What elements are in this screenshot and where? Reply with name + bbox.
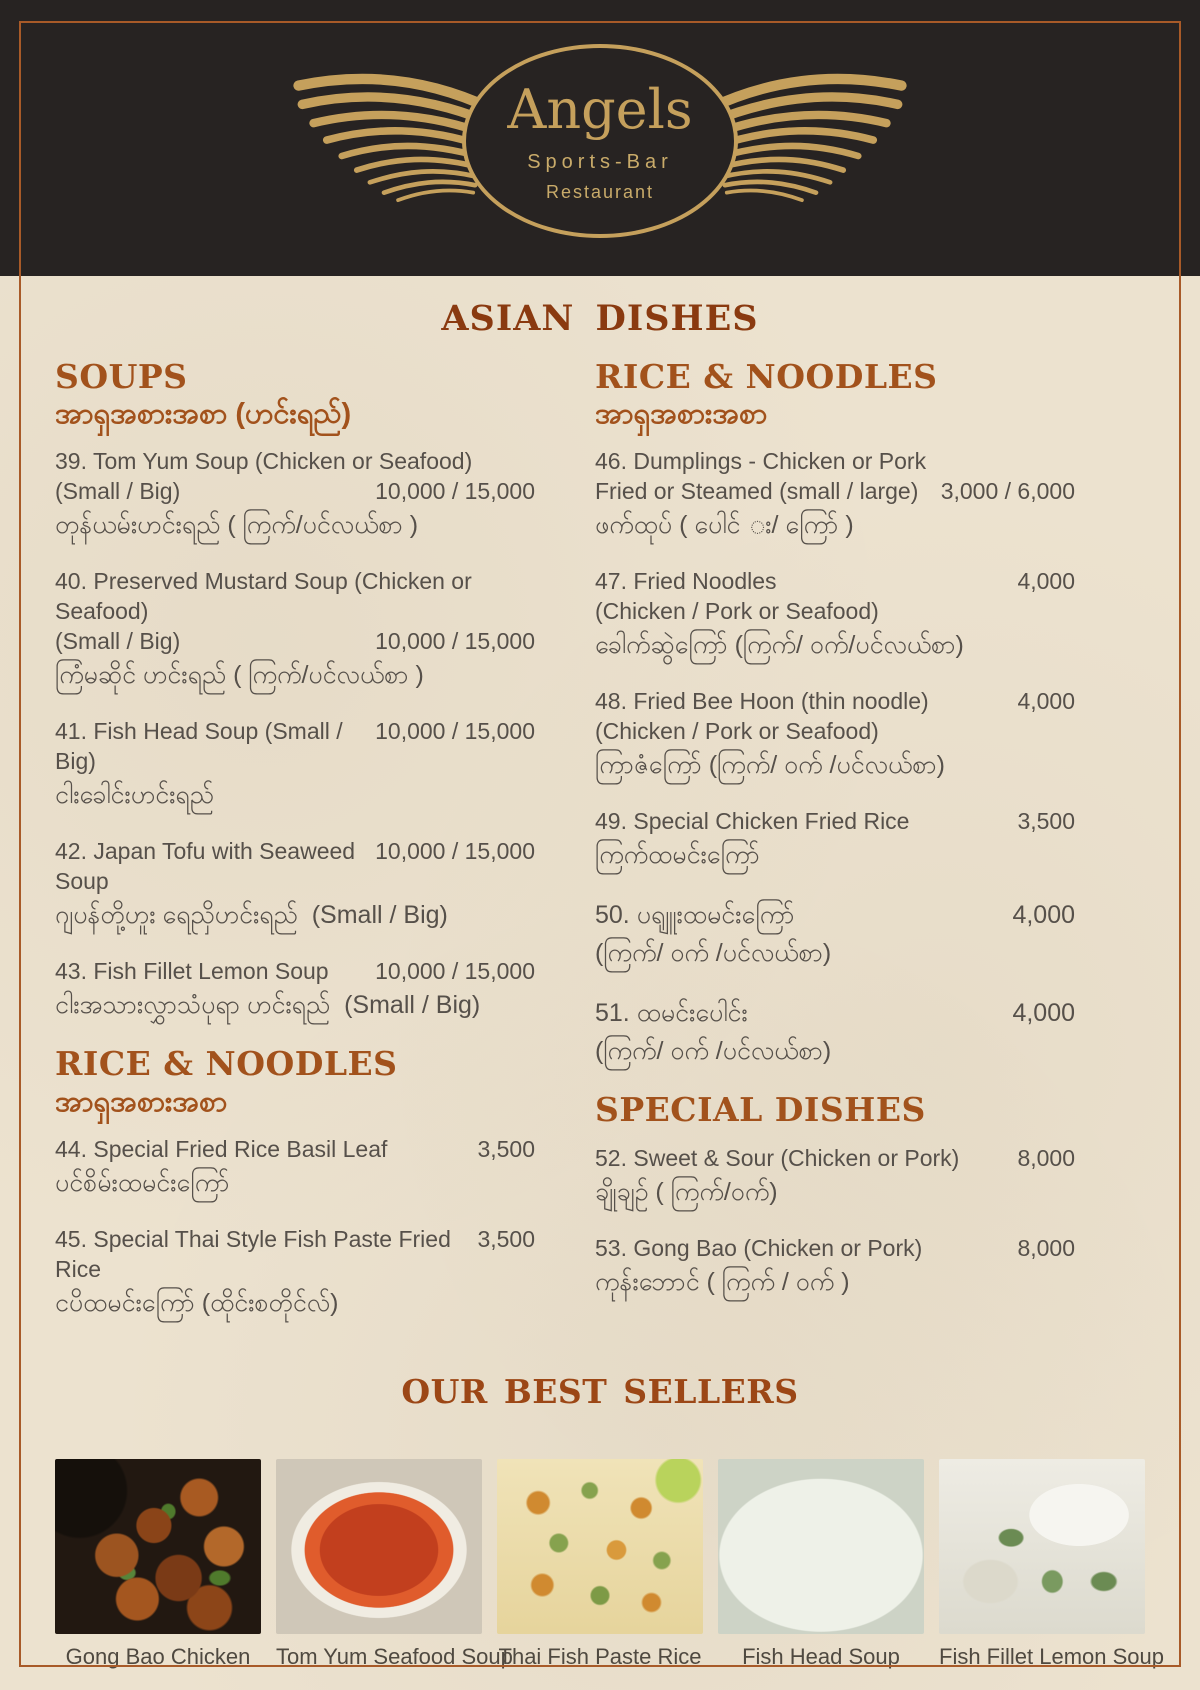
photo-caption: Tom Yum Seafood Soup (276, 1643, 513, 1669)
item-row (595, 1233, 1075, 1263)
left-wing-icon (276, 70, 492, 212)
item-price: 4,000 (1012, 999, 1075, 1028)
item-text: 45. Special Thai Style Fish Paste Fried Rice (55, 1225, 458, 1282)
item-row (595, 626, 1075, 664)
menu-item (55, 956, 535, 1024)
item-text: တုန်ယမ်းဟင်းရည် ( ကြက်/ပင်လယ်စာ ) (55, 511, 419, 540)
item-row (55, 956, 535, 986)
bestseller-item (939, 1459, 1164, 1670)
menu-item (55, 716, 535, 814)
item-row (595, 566, 1075, 596)
item-row (595, 686, 1075, 716)
bestseller-photo-fish-fillet-lemon-soup (939, 1459, 1145, 1634)
item-row (55, 1284, 535, 1322)
item-text: (ကြက်/ ဝက် /ပင်လယ်စာ) (595, 939, 832, 968)
menu-column-left (55, 359, 535, 1344)
photo-caption: Gong Bao Chicken (65, 1643, 251, 1669)
item-text: ငါးခေါင်းဟင်းရည် (55, 781, 214, 810)
item-price: 3,500 (1017, 808, 1075, 835)
item-text: 44. Special Fried Rice Basil Leaf (55, 1135, 388, 1162)
item-row (55, 566, 535, 626)
item-text: 41. Fish Head Soup (Small / Big) (55, 718, 350, 775)
item-text: ကြာဇံကြော် (ကြက်/ ဝက် /ပင်လယ်စာ) (595, 751, 945, 780)
item-text: 49. Special Chicken Fried Rice (595, 808, 910, 835)
item-row (55, 896, 535, 934)
item-price: 4,000 (1017, 568, 1075, 595)
menu-item (595, 1233, 1075, 1301)
menu-item (595, 446, 1075, 544)
item-row (55, 1134, 535, 1164)
section-subheading-burmese: အာရှအစားအစာ (ဟင်းရည်) (55, 398, 352, 431)
menu-section (595, 359, 1075, 1070)
bestseller-photo-tom-yum-seafood-soup (276, 1459, 482, 1634)
menu-item (595, 566, 1075, 664)
item-price: 10,000 / 15,000 (375, 958, 535, 985)
item-row (595, 1032, 1075, 1070)
item-text: 52. Sweet & Sour (Chicken or Pork) (595, 1144, 960, 1171)
item-text: 50. ပရျူးထမင်းကြော် (595, 901, 795, 930)
item-row (55, 446, 535, 476)
item-row (595, 746, 1075, 784)
menu-header (0, 0, 1200, 276)
item-row (55, 836, 535, 896)
item-row (55, 626, 535, 656)
photo-caption: Fish Head Soup (742, 1643, 900, 1669)
item-price: 10,000 / 15,000 (375, 628, 535, 655)
item-row (595, 506, 1075, 544)
item-row (595, 896, 1075, 934)
photo-caption: Thai Fish Paste Rice (498, 1643, 702, 1669)
item-text: ချိုချဉ် ( ကြက်/ဝက်) (595, 1177, 778, 1206)
section-heading: SPECIAL DISHES (595, 1090, 926, 1130)
item-text: ငါးအသားလွှာသံပုရာ ဟင်းရည် (Small / Big) (55, 991, 481, 1020)
item-text: (Chicken / Pork or Seafood) (595, 598, 879, 625)
best-sellers-heading: OUR BEST SELLERS (401, 1371, 799, 1411)
item-text: (Small / Big) (55, 628, 181, 655)
bestseller-item (276, 1459, 513, 1670)
item-price: 10,000 / 15,000 (375, 838, 535, 865)
menu-item (55, 1224, 535, 1322)
item-text: ဖက်ထုပ် ( ပေါင် း/ ကြော် ) (595, 511, 854, 540)
menu-item (595, 686, 1075, 784)
item-price: 10,000 / 15,000 (375, 718, 535, 745)
logo-subtitle: Sports-Bar (527, 151, 673, 173)
item-row (595, 716, 1075, 746)
item-price: 3,000 / 6,000 (940, 478, 1075, 505)
bestseller-item (497, 1459, 703, 1670)
item-row (595, 1173, 1075, 1211)
item-text: ဂျပန်တို့ဟူး ရေညှိဟင်းရည် (Small / Big) (55, 901, 448, 930)
item-text: (Small / Big) (55, 478, 181, 505)
item-text: ပင်စိမ်းထမင်းကြော် (55, 1168, 230, 1197)
item-row (595, 1143, 1075, 1173)
item-text: ငပိထမင်းကြော် (ထိုင်းစတိုင်လ်) (55, 1288, 339, 1317)
menu-item (55, 1134, 535, 1202)
bestseller-item (55, 1459, 261, 1670)
item-text: 46. Dumplings - Chicken or Pork (595, 448, 927, 475)
page-title: ASIAN DISHES (441, 298, 759, 339)
item-text: 47. Fried Noodles (595, 568, 777, 595)
section-subheading-burmese: အာရှအစားအစာ (55, 1085, 228, 1118)
item-price: 4,000 (1017, 688, 1075, 715)
menu-section (55, 1046, 535, 1321)
item-price: 10,000 / 15,000 (375, 478, 535, 505)
menu-section (595, 1092, 1075, 1300)
menu-section (55, 359, 535, 1024)
logo-name: Angels (507, 78, 693, 141)
item-row (55, 776, 535, 814)
logo-subtitle2: Restaurant (545, 182, 655, 202)
logo-oval (462, 44, 738, 238)
item-text: 42. Japan Tofu with Seaweed Soup (55, 838, 362, 895)
bestseller-photo-fish-head-soup (718, 1459, 924, 1634)
item-text: ခေါက်ဆွဲကြော် (ကြက်/ ဝက်/ပင်လယ်စာ) (595, 631, 964, 660)
photo-caption: Fish Fillet Lemon Soup (939, 1643, 1164, 1669)
item-row (595, 446, 1075, 476)
section-heading: RICE & NOODLES (595, 357, 938, 396)
item-text: 53. Gong Bao (Chicken or Pork) (595, 1234, 923, 1261)
menu-item (595, 896, 1075, 972)
item-row (595, 934, 1075, 972)
item-text: Fried or Steamed (small / large) (595, 478, 919, 505)
item-text: 40. Preserved Mustard Soup (Chicken or Seafood) (55, 568, 479, 625)
item-row (595, 476, 1075, 506)
item-row (55, 986, 535, 1024)
item-text: 43. Fish Fillet Lemon Soup (55, 958, 329, 985)
item-text: ကုန်းဘောင် ( ကြက် / ဝက် ) (595, 1267, 850, 1296)
item-row (55, 506, 535, 544)
item-row (595, 836, 1075, 874)
right-wing-icon (708, 70, 924, 212)
menu-body (0, 276, 1200, 1344)
item-price: 3,500 (477, 1225, 535, 1252)
item-row (595, 596, 1075, 626)
item-row (55, 1164, 535, 1202)
item-row (55, 656, 535, 694)
item-text: ကြံမဆိုင် ဟင်းရည် ( ကြက်/ပင်လယ်စာ ) (55, 661, 424, 690)
item-row (55, 476, 535, 506)
item-row (55, 716, 535, 776)
section-subheading-burmese: အာရှအစားအစာ (595, 398, 768, 431)
item-text: 39. Tom Yum Soup (Chicken or Seafood) (55, 448, 473, 475)
bestseller-photo-gong-bao-chicken (55, 1459, 261, 1634)
bestseller-photo-thai-fish-paste-rice (497, 1459, 703, 1634)
menu-column-right (595, 359, 1075, 1344)
section-heading: RICE & NOODLES (55, 1044, 398, 1084)
menu-item (595, 1143, 1075, 1211)
restaurant-logo (276, 44, 924, 238)
menu-item (595, 806, 1075, 874)
section-heading: SOUPS (55, 357, 188, 396)
menu-item (55, 836, 535, 934)
item-row (55, 1224, 535, 1284)
bestseller-item (718, 1459, 924, 1670)
item-price: 8,000 (1017, 1234, 1075, 1261)
item-row (595, 1263, 1075, 1301)
menu-item (55, 566, 535, 694)
item-text: (Chicken / Pork or Seafood) (595, 718, 879, 745)
item-text: ကြက်ထမင်းကြော် (595, 841, 760, 870)
item-row (595, 806, 1075, 836)
menu-item (55, 446, 535, 544)
item-price: 4,000 (1012, 901, 1075, 930)
item-text: 51. ထမင်းပေါင်း (595, 999, 748, 1028)
item-text: (ကြက်/ ဝက် /ပင်လယ်စာ) (595, 1037, 832, 1066)
item-price: 8,000 (1017, 1144, 1075, 1171)
item-price: 3,500 (477, 1135, 535, 1162)
best-sellers-photos (0, 1459, 1200, 1670)
menu-item (595, 994, 1075, 1070)
item-row (595, 994, 1075, 1032)
item-text: 48. Fried Bee Hoon (thin noodle) (595, 688, 929, 715)
